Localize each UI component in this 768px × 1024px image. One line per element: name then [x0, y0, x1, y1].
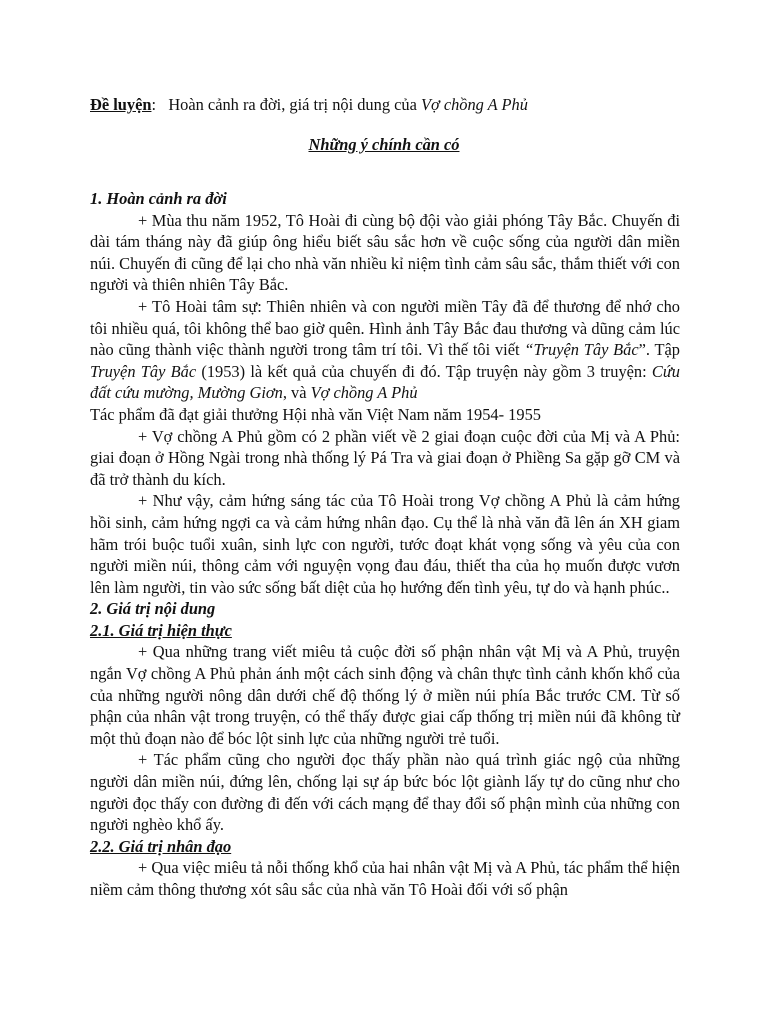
- s1-p2-stories: Cứu đất cứu mường, Mường Giơn: [90, 361, 680, 403]
- section-1-paragraph-2: [90, 296, 680, 404]
- main-heading: Những ý chính cần có: [308, 135, 460, 154]
- section-1-paragraph-5: + Như vậy, cảm hứng sáng tác của Tô Hoài trong Vợ chồng A Phủ là cảm hứng hồi sinh, cảm hứng ngợi ca và cảm hứng nhân đạo. Cụ thể là nhà văn đã lên án XH giam hãm trói buộc tuổi xuân, sinh lực con người, tước đoạt khát vọng sống và yêu của con người miền núi, thông cảm với nguyện vọng đau đáu, thiết tha của họ muốn được vươn lên làm người, tin vào sức sống bất diệt của họ hướng đến tình yêu, tự do và hạnh phúc..: [90, 491, 680, 597]
- exercise-colon: :: [151, 95, 157, 114]
- section-1-paragraph-3: Tác phẩm đã đạt giải thưởng Hội nhà văn Việt Nam năm 1954- 1955: [90, 404, 541, 424]
- section-2-title: 2. Giá trị nội dung: [90, 599, 216, 619]
- s1-p2-quoted-title: “Truyện Tây Bắc: [524, 340, 639, 360]
- s1-p2-part-c: ”. Tập: [638, 340, 680, 360]
- exercise-label: Đề luyện: [90, 95, 152, 114]
- exercise-work-title: Vợ chồng A Phủ: [420, 95, 528, 114]
- section-1-paragraph-4: + Vợ chồng A Phủ gồm có 2 phần viết về 2 giai đoạn cuộc đời của Mị và A Phủ: giai đoạn ở Hồng Ngài trong nhà thống lý Pá Tra và giai đoạn ở Phiềng Sa gặp gỡ CM và đã trở thành du kích.: [90, 426, 680, 489]
- exercise-title: [90, 94, 708, 116]
- section-2-2-paragraph-1: + Qua việc miêu tả nỗi thống khổ của hai nhân vật Mị và A Phủ, tác phẩm thể hiện niềm cảm thông thương xót sâu sắc của nhà văn Tô Hoài đối với số phận: [90, 858, 680, 899]
- section-1-paragraph-1: + Mùa thu năm 1952, Tô Hoài đi cùng bộ đội vào giải phóng Tây Bắc. Chuyến đi dài tám tháng này đã giúp ông hiểu biết sâu sắc hơn về cuộc sống của người dân miền núi. Chuyến đi cũng để lại cho nhà văn nhiều kỉ niệm tình cảm sâu sắc, thắm thiết với con người và thiên nhiên Tây Bắc.: [90, 210, 680, 295]
- s1-p2-part-a: + Tô Hoài tâm sự: Thiên nhiên và con người miền Tây đã để thương để nhớ cho tôi nhiều quá, tôi không thể bao giờ quên. Hình ảnh Tây Bắc đau thương và dũng cảm lúc nào cũng thành việc thành người trong tâm trí tôi. Vì thế tôi viết: [90, 296, 680, 360]
- s1-p2-part-g: , và: [282, 383, 311, 403]
- document-body: [90, 188, 680, 901]
- s1-p2-part-e: (1953) là kết quả của chuyến đi đó. Tập truyện này gồm 3 truyện:: [196, 361, 652, 381]
- s1-p2-collection-title: Truyện Tây Bắc: [90, 361, 197, 381]
- s1-p2-story-title: Vợ chồng A Phủ: [310, 383, 418, 403]
- exercise-text: Hoàn cảnh ra đời, giá trị nội dung của: [168, 95, 421, 114]
- section-2-2-title: 2.2. Giá trị nhân đạo: [90, 836, 232, 856]
- section-2-1-paragraph-2: + Tác phẩm cũng cho người đọc thấy phần nào quá trình giác ngộ của những người dân miền núi, đứng lên, chống lại sự áp bức bóc lột giành lấy tự do cũng như cho người đọc thấy con đường đi đến với cách mạng để thay đổi số phận mình của những con người nghèo khổ ấy.: [90, 750, 680, 835]
- section-2-1-title: 2.1. Giá trị hiện thực: [90, 620, 232, 640]
- section-2-1-paragraph-1: + Qua những trang viết miêu tả cuộc đời số phận nhân vật Mị và A Phủ, truyện ngắn Vợ chồng A Phủ phản ánh một cách sinh động và chân thực tình cảnh khốn khổ của của những người nông dân dưới chế độ thống lý ở miền núi phía Bắc trước CM. Từ số phận của nhân vật trong truyện, có thể thấy được giai cấp thống trị miền núi đã không từ một thủ đoạn nào để bóc lột sinh lực của những người trẻ tuổi.: [90, 642, 680, 748]
- section-1-title: 1. Hoàn cảnh ra đời: [90, 189, 227, 208]
